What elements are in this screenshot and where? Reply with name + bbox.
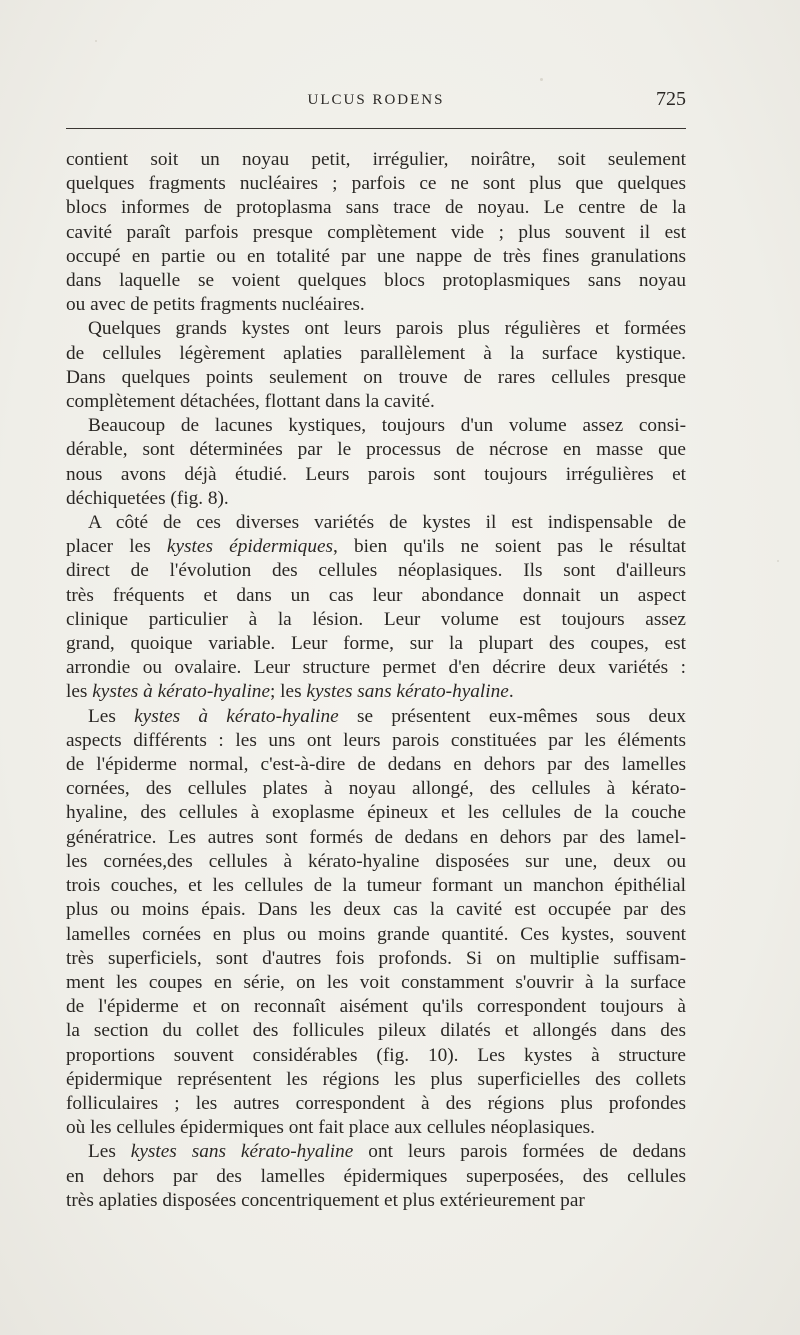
text-line: A côté de ces diverses variétés de kystes il est indispensable de [88,512,686,534]
running-title: ULCUS RODENS [307,92,445,108]
text-line: occupé en partie ou en totalité par une nappe de très fines granulations [66,245,686,267]
text-line: épidermique représentent les régions les plus superficielles des collets [66,1068,686,1090]
text-line: très aplaties disposées concentriquement et plus extérieurement par [66,1189,585,1211]
paragraph [66,317,686,414]
text-line: ou avec de petits fragments nucléaires. [66,294,365,316]
text-line: contient soit un noyau petit, irrégulier, noirâtre, soit seulement [66,149,686,170]
body-text [66,148,686,1213]
text-line: quelques fragments nucléaires ; parfois ce ne sont plus que quelques [66,173,686,195]
page-number: 725 [656,88,686,110]
text-line: ment les coupes en série, on les voit constamment s'ouvrir à la surface [66,971,686,993]
paragraph [66,511,686,705]
text-line: Dans quelques points seulement on trouve de rares cellules presque [66,366,686,388]
text-line: les kystes à kérato-hyaline; les kystes sans kérato-hyaline. [66,681,514,703]
text-line: direct de l'évolution des cellules néoplasiques. Ils sont d'ailleurs [66,560,686,582]
text-line: génératrice. Les autres sont formés de dedans en dehors par des lamel- [66,826,686,848]
paragraph [66,1140,686,1213]
text-line: Beaucoup de lacunes kystiques, toujours d'un volume assez consi- [88,415,686,437]
text-line: trois couches, et les cellules de la tumeur formant un manchon épithélial [66,875,686,897]
text-line: la section du collet des follicules pileux dilatés et allongés dans des [66,1020,686,1042]
paper-foxing-spot [777,560,779,562]
text-line: hyaline, des cellules à exoplasme épineux et les cellules de la couche [66,802,686,824]
running-head [66,88,686,118]
italic-term: kystes à kérato-hyaline [134,705,339,727]
text-line: très fréquents et dans un cas leur abondance donnait un aspect [66,584,686,606]
text-line: Les kystes sans kérato-hyaline ont leurs parois formées de dedans [88,1141,686,1163]
text-line: plus ou moins épais. Dans les deux cas la cavité est occupée par des [66,899,686,921]
text-line: de l'épiderme normal, c'est-à-dire de dedans en dehors par des lamelles [66,754,686,776]
text-line: où les cellules épidermiques ont fait place aux cellules néoplasiques. [66,1117,595,1139]
italic-term: kystes sans kérato-hyaline [306,681,509,703]
text-line: blocs informes de protoplasma sans trace de noyau. Le centre de la [66,197,686,219]
header-rule [66,128,686,129]
text-line: déchiquetées (fig. 8). [66,487,229,509]
text-line: complètement détachées, flottant dans la cavité. [66,391,435,413]
text-line: proportions souvent considérables (fig. 10). Les kystes à structure [66,1044,686,1066]
paper-foxing-spot [540,78,543,81]
text-line: clinique particulier à la lésion. Leur volume est toujours assez [66,608,686,630]
text-line: dérable, sont déterminées par le processus de nécrose en masse que [66,439,686,461]
text-line: grand, quoique variable. Leur forme, sur la plupart des coupes, est [66,633,686,655]
text-line: les cornées,des cellules à kérato-hyaline disposées sur une, deux ou [66,850,686,872]
paragraph [66,705,686,1141]
text-line: Quelques grands kystes ont leurs parois plus régulières et formées [88,318,686,340]
text-line: cornées, des cellules plates à noyau allongé, des cellules à kérato- [66,778,686,800]
text-line: aspects différents : les uns ont leurs parois constituées par les éléments [66,729,686,751]
text-line: dans laquelle se voient quelques blocs protoplasmiques sans noyau [66,270,686,292]
italic-term: kystes à kérato-hyaline [92,681,270,703]
text-line: Les kystes à kérato-hyaline se présentent eux-mêmes sous deux [88,705,686,727]
text-line: nous avons déjà étudié. Leurs parois sont toujours irrégulières et [66,463,686,485]
text-line: folliculaires ; les autres correspondent à des régions plus profondes [66,1092,686,1114]
paragraph [66,414,686,511]
italic-term: kystes sans kérato-hyaline [130,1141,354,1163]
text-line: arrondie ou ovalaire. Leur structure permet d'en décrire deux variétés : [66,657,686,679]
text-line: cavité paraît parfois presque complètement vide ; plus souvent il est [66,221,686,243]
text-line: en dehors par des lamelles épidermiques superposées, des cellules [66,1165,686,1187]
text-line: très superficiels, sont d'autres fois profonds. Si on multiplie suffisam- [66,947,686,969]
paragraph [66,148,686,317]
text-line: de l'épiderme et on reconnaît aisément qu'ils correspondent toujours à [66,996,686,1018]
paper-foxing-spot [95,40,97,42]
text-line: lamelles cornées en plus ou moins grande quantité. Ces kystes, souvent [66,923,686,945]
text-line: placer les kystes épidermiques, bien qu'ils ne soient pas le résultat [66,536,687,558]
italic-term: kystes épidermiques [166,536,334,558]
text-line: de cellules légèrement aplaties parallèlement à la surface kystique. [66,342,686,364]
